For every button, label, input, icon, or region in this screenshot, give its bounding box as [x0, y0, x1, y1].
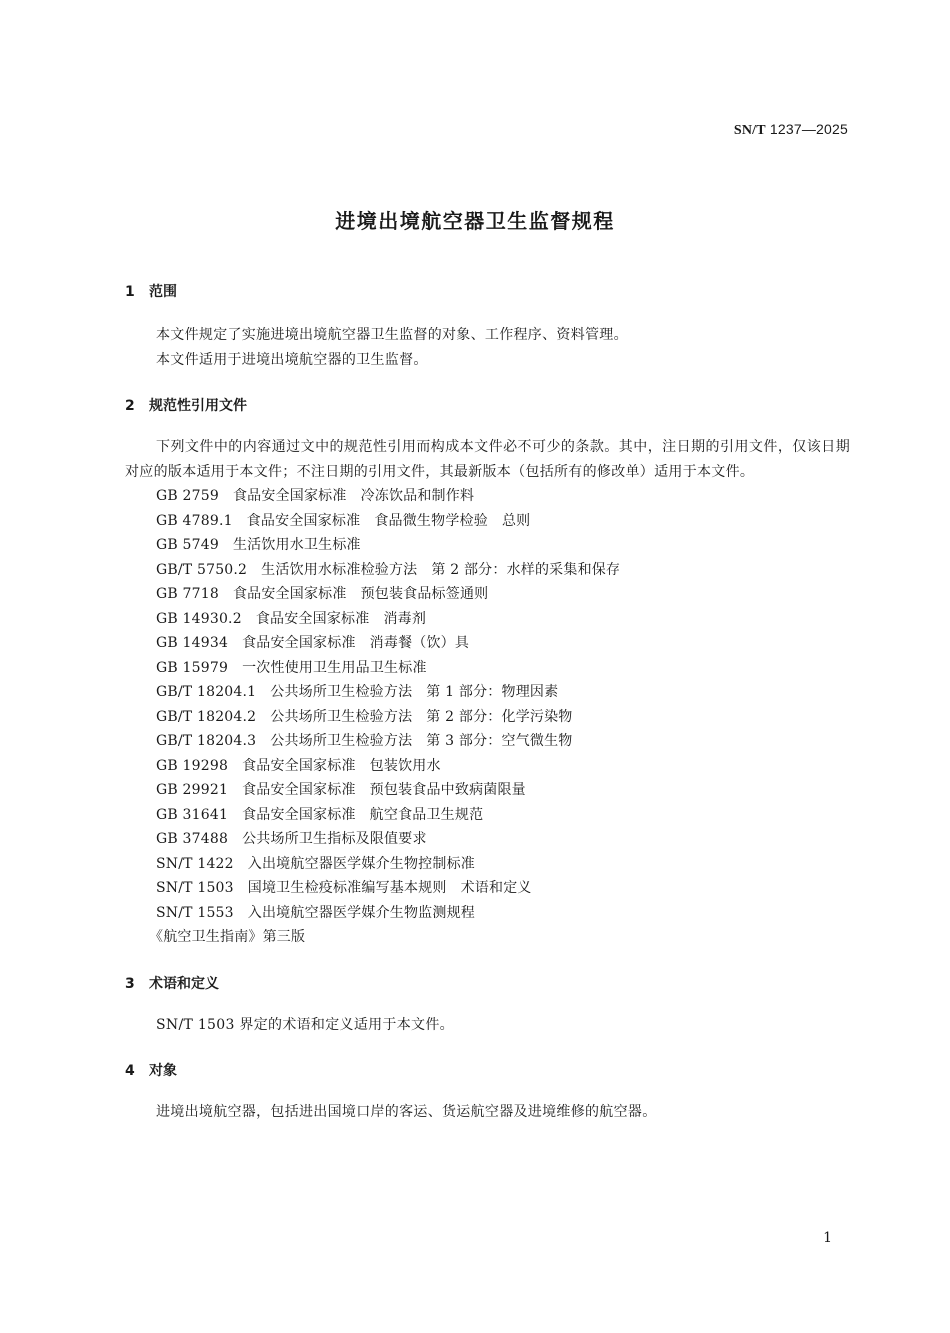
reference-title: 入出境航空器医学媒介生物控制标准 [247, 855, 475, 872]
reference-item [125, 680, 850, 705]
reference-subtitle: 消毒剂 [383, 610, 427, 627]
reference-item [125, 852, 850, 877]
reference-code: SN/T 1422 [156, 855, 234, 872]
section-heading [125, 1059, 850, 1083]
reference-title: 食品安全国家标准 [242, 635, 356, 651]
reference-title: 生活饮用水标准检验方法 [261, 561, 418, 578]
reference-subtitle: 总则 [501, 512, 531, 529]
document-title: 进境出境航空器卫生监督规程 [335, 209, 615, 233]
section-title: 术语和定义 [149, 975, 219, 992]
reference-title: 食品安全国家标准 [255, 610, 370, 627]
reference-item [125, 729, 850, 754]
reference-item [125, 607, 850, 632]
reference-code: SN/T 1553 [156, 904, 234, 921]
reference-title: 入出境航空器医学媒介生物监测规程 [247, 904, 475, 921]
reference-item [125, 827, 850, 852]
reference-item [125, 582, 850, 607]
standard-number: 1237—2025 [769, 121, 848, 137]
reference-subtitle: 术语和定义 [460, 880, 532, 896]
reference-title: 公共场所卫生指标及限值要求 [242, 831, 427, 847]
reference-title: 公共场所卫生检验方法 [270, 733, 413, 749]
reference-subtitle: 包装饮用水 [369, 757, 441, 774]
reference-title: 《航空卫生指南》第三版 [149, 929, 306, 945]
reference-code: GB/T 18204.1 [156, 684, 257, 700]
section-title: 范围 [149, 284, 177, 300]
standard-code [734, 121, 848, 139]
reference-title: 食品安全国家标准 [246, 512, 361, 529]
reference-item [125, 631, 850, 656]
section-heading [125, 394, 850, 418]
reference-title: 食品安全国家标准 [242, 757, 356, 774]
reference-item [125, 803, 850, 828]
section-heading [125, 280, 850, 304]
reference-list [125, 484, 850, 950]
reference-code: GB/T 18204.3 [156, 733, 257, 749]
reference-title: 公共场所卫生检验方法 [270, 684, 413, 700]
document-body [125, 280, 850, 1125]
reference-subtitle: 预包装食品中致病菌限量 [369, 782, 526, 798]
reference-title: 公共场所卫生检验方法 [270, 708, 413, 725]
section-normative-references [125, 394, 850, 950]
section-scope [125, 280, 850, 372]
reference-title: 食品安全国家标准 [232, 488, 347, 504]
reference-code: GB 31641 [156, 806, 229, 823]
reference-title: 一次性使用卫生用品卫生标准 [242, 659, 427, 676]
section-objects [125, 1059, 850, 1125]
reference-code: GB 15979 [156, 659, 229, 676]
reference-code: GB 14930.2 [156, 610, 242, 627]
reference-item [125, 509, 850, 534]
reference-subtitle: 预包装食品标签通则 [360, 586, 489, 602]
page-number: 1 [823, 1230, 832, 1246]
section-terms-and-definitions [125, 972, 850, 1038]
reference-subtitle: 消毒餐（饮）具 [369, 635, 470, 651]
reference-item [125, 484, 850, 509]
reference-subtitle: 第 2 部分：水样的采集和保存 [431, 561, 621, 578]
reference-code: GB 4789.1 [156, 512, 233, 529]
reference-code: GB 37488 [156, 831, 229, 847]
paragraph: SN/T 1503 界定的术语和定义适用于本文件。 [156, 1016, 454, 1033]
section-number: 2 [125, 398, 135, 414]
reference-item [125, 876, 850, 901]
section-title: 规范性引用文件 [149, 398, 247, 414]
reference-subtitle: 第 1 部分：物理因素 [426, 684, 559, 700]
reference-item [125, 925, 850, 950]
reference-title: 食品安全国家标准 [232, 586, 347, 602]
reference-item [125, 901, 850, 926]
reference-title: 国境卫生检疫标准编写基本规则 [247, 880, 447, 896]
reference-code: GB 19298 [156, 757, 229, 774]
reference-code: GB 14934 [156, 635, 229, 651]
paragraph: 本文件规定了实施进境出境航空器卫生监督的对象、工作程序、资料管理。 [156, 327, 628, 343]
reference-code: GB 7718 [156, 586, 219, 602]
paragraph: 本文件适用于进境出境航空器的卫生监督。 [156, 351, 428, 368]
reference-item [125, 705, 850, 730]
reference-title: 食品安全国家标准 [242, 782, 356, 798]
reference-item [125, 754, 850, 779]
reference-code: GB 29921 [156, 782, 229, 798]
section-number: 4 [125, 1063, 135, 1079]
section-heading [125, 972, 850, 996]
reference-code: GB/T 5750.2 [156, 561, 248, 578]
reference-item [125, 778, 850, 803]
reference-subtitle: 冷冻饮品和制作料 [360, 488, 475, 504]
standard-prefix: SN/T [733, 123, 766, 138]
section-number: 3 [125, 975, 135, 992]
paragraph: 进境出境航空器，包括进出国境口岸的客运、货运航空器及进境维修的航空器。 [156, 1104, 657, 1120]
section-number: 1 [125, 284, 135, 300]
reference-subtitle: 第 2 部分：化学污染物 [426, 708, 573, 725]
reference-subtitle: 第 3 部分：空气微生物 [426, 733, 573, 749]
reference-item [125, 533, 850, 558]
paragraph: 下列文件中的内容通过文中的规范性引用而构成本文件必不可少的条款。其中，注日期的引用文件，仅该日期对应的版本适用于本文件；不注日期的引用文件，其最新版本（包括所有的修改单）适用于本文件。 [125, 439, 850, 480]
reference-item [125, 558, 850, 583]
reference-code: SN/T 1503 [156, 880, 234, 896]
reference-title: 食品安全国家标准 [242, 806, 356, 823]
reference-code: GB/T 18204.2 [156, 708, 257, 725]
section-title: 对象 [149, 1063, 177, 1079]
reference-code: GB 2759 [156, 488, 219, 504]
reference-subtitle: 航空食品卫生规范 [369, 806, 484, 823]
reference-item [125, 656, 850, 681]
reference-title: 生活饮用水卫生标准 [232, 537, 361, 553]
reference-subtitle: 食品微生物学检验 [374, 512, 488, 529]
reference-code: GB 5749 [156, 537, 219, 553]
